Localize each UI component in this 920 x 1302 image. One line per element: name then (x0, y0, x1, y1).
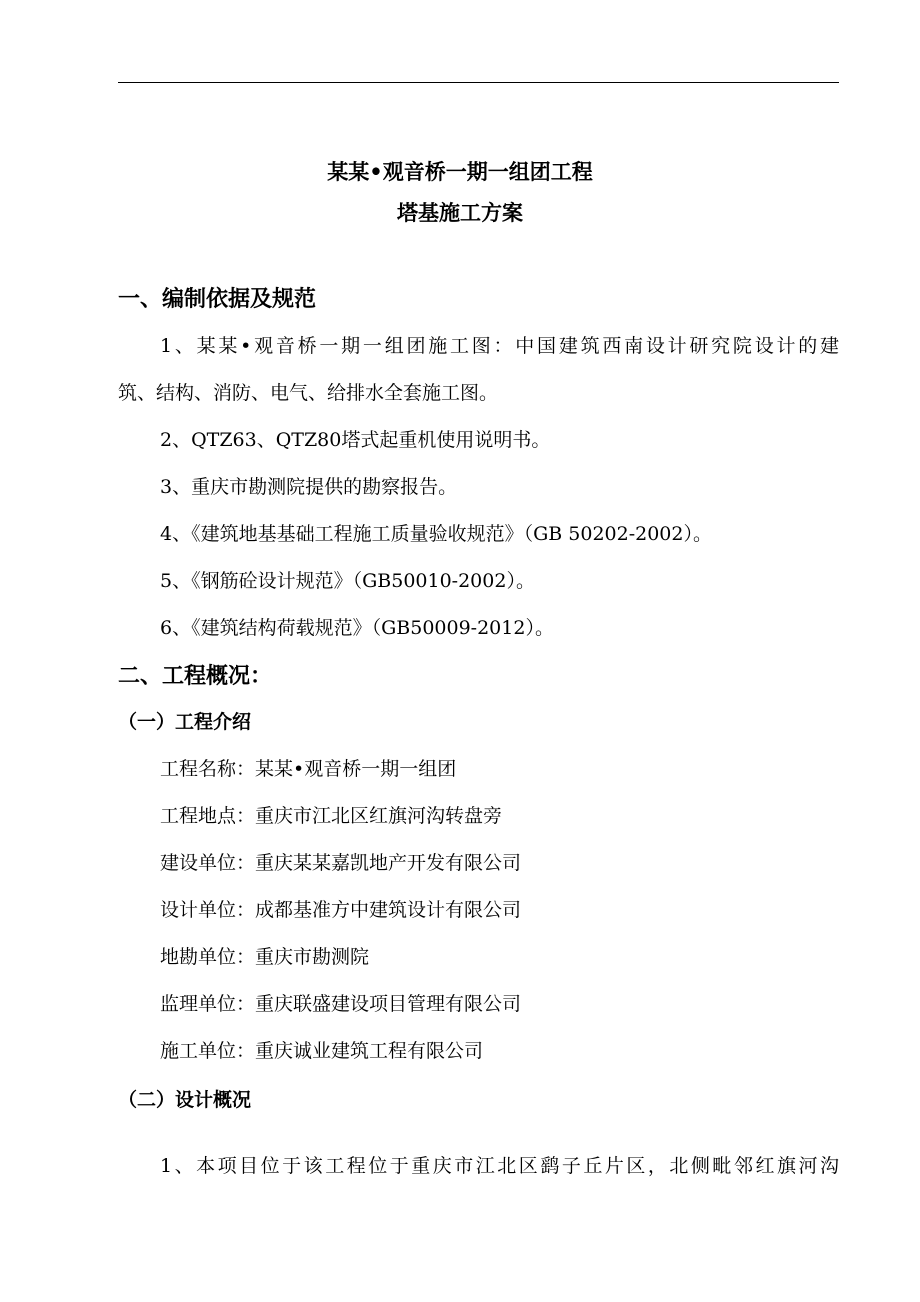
basis-item-5: 5、《钢筋砼设计规范》（GB50010-2002）。 (160, 570, 535, 592)
project-supervisor: 监理单位：重庆联盛建设项目管理有限公司 (160, 993, 522, 1015)
design-item-1: 1、本项目位于该工程位于重庆市江北区鹞子丘片区，北侧毗邻红旗河沟 (160, 1155, 839, 1177)
subsection-heading-intro: （一）工程介绍 (118, 711, 252, 733)
section-heading-basis: 一、编制依据及规范 (118, 286, 317, 312)
basis-item-6: 6、《建筑结构荷载规范》（GB50009-2012）。 (160, 617, 554, 639)
project-designer: 设计单位：成都基准方中建筑设计有限公司 (160, 899, 522, 921)
basis-item-1: 1、某某•观音桥一期一组团施工图：中国建筑西南设计研究院设计的建 (160, 335, 839, 357)
basis-item-4: 4、《建筑地基基础工程施工质量验收规范》（GB 50202-2002）。 (160, 523, 712, 545)
document-title: 某某•观音桥一期一组团工程 (327, 159, 593, 184)
project-name: 工程名称：某某•观音桥一期一组团 (160, 758, 457, 780)
project-contractor: 施工单位：重庆诚业建筑工程有限公司 (160, 1040, 484, 1062)
document-subtitle: 塔基施工方案 (397, 200, 523, 225)
basis-item-3: 3、重庆市勘测院提供的勘察报告。 (160, 476, 458, 498)
basis-item-1-cont: 筑、结构、消防、电气、给排水全套施工图。 (118, 382, 499, 404)
project-location: 工程地点：重庆市江北区红旗河沟转盘旁 (160, 805, 503, 827)
subsection-heading-design: （二）设计概况 (118, 1089, 252, 1111)
basis-item-2: 2、QTZ63、QTZ80塔式起重机使用说明书。 (160, 429, 551, 451)
project-developer: 建设单位：重庆某某嘉凯地产开发有限公司 (160, 852, 522, 874)
section-heading-overview: 二、工程概况： (118, 663, 273, 689)
project-surveyor: 地勘单位：重庆市勘测院 (160, 946, 370, 968)
header-rule (118, 82, 839, 83)
